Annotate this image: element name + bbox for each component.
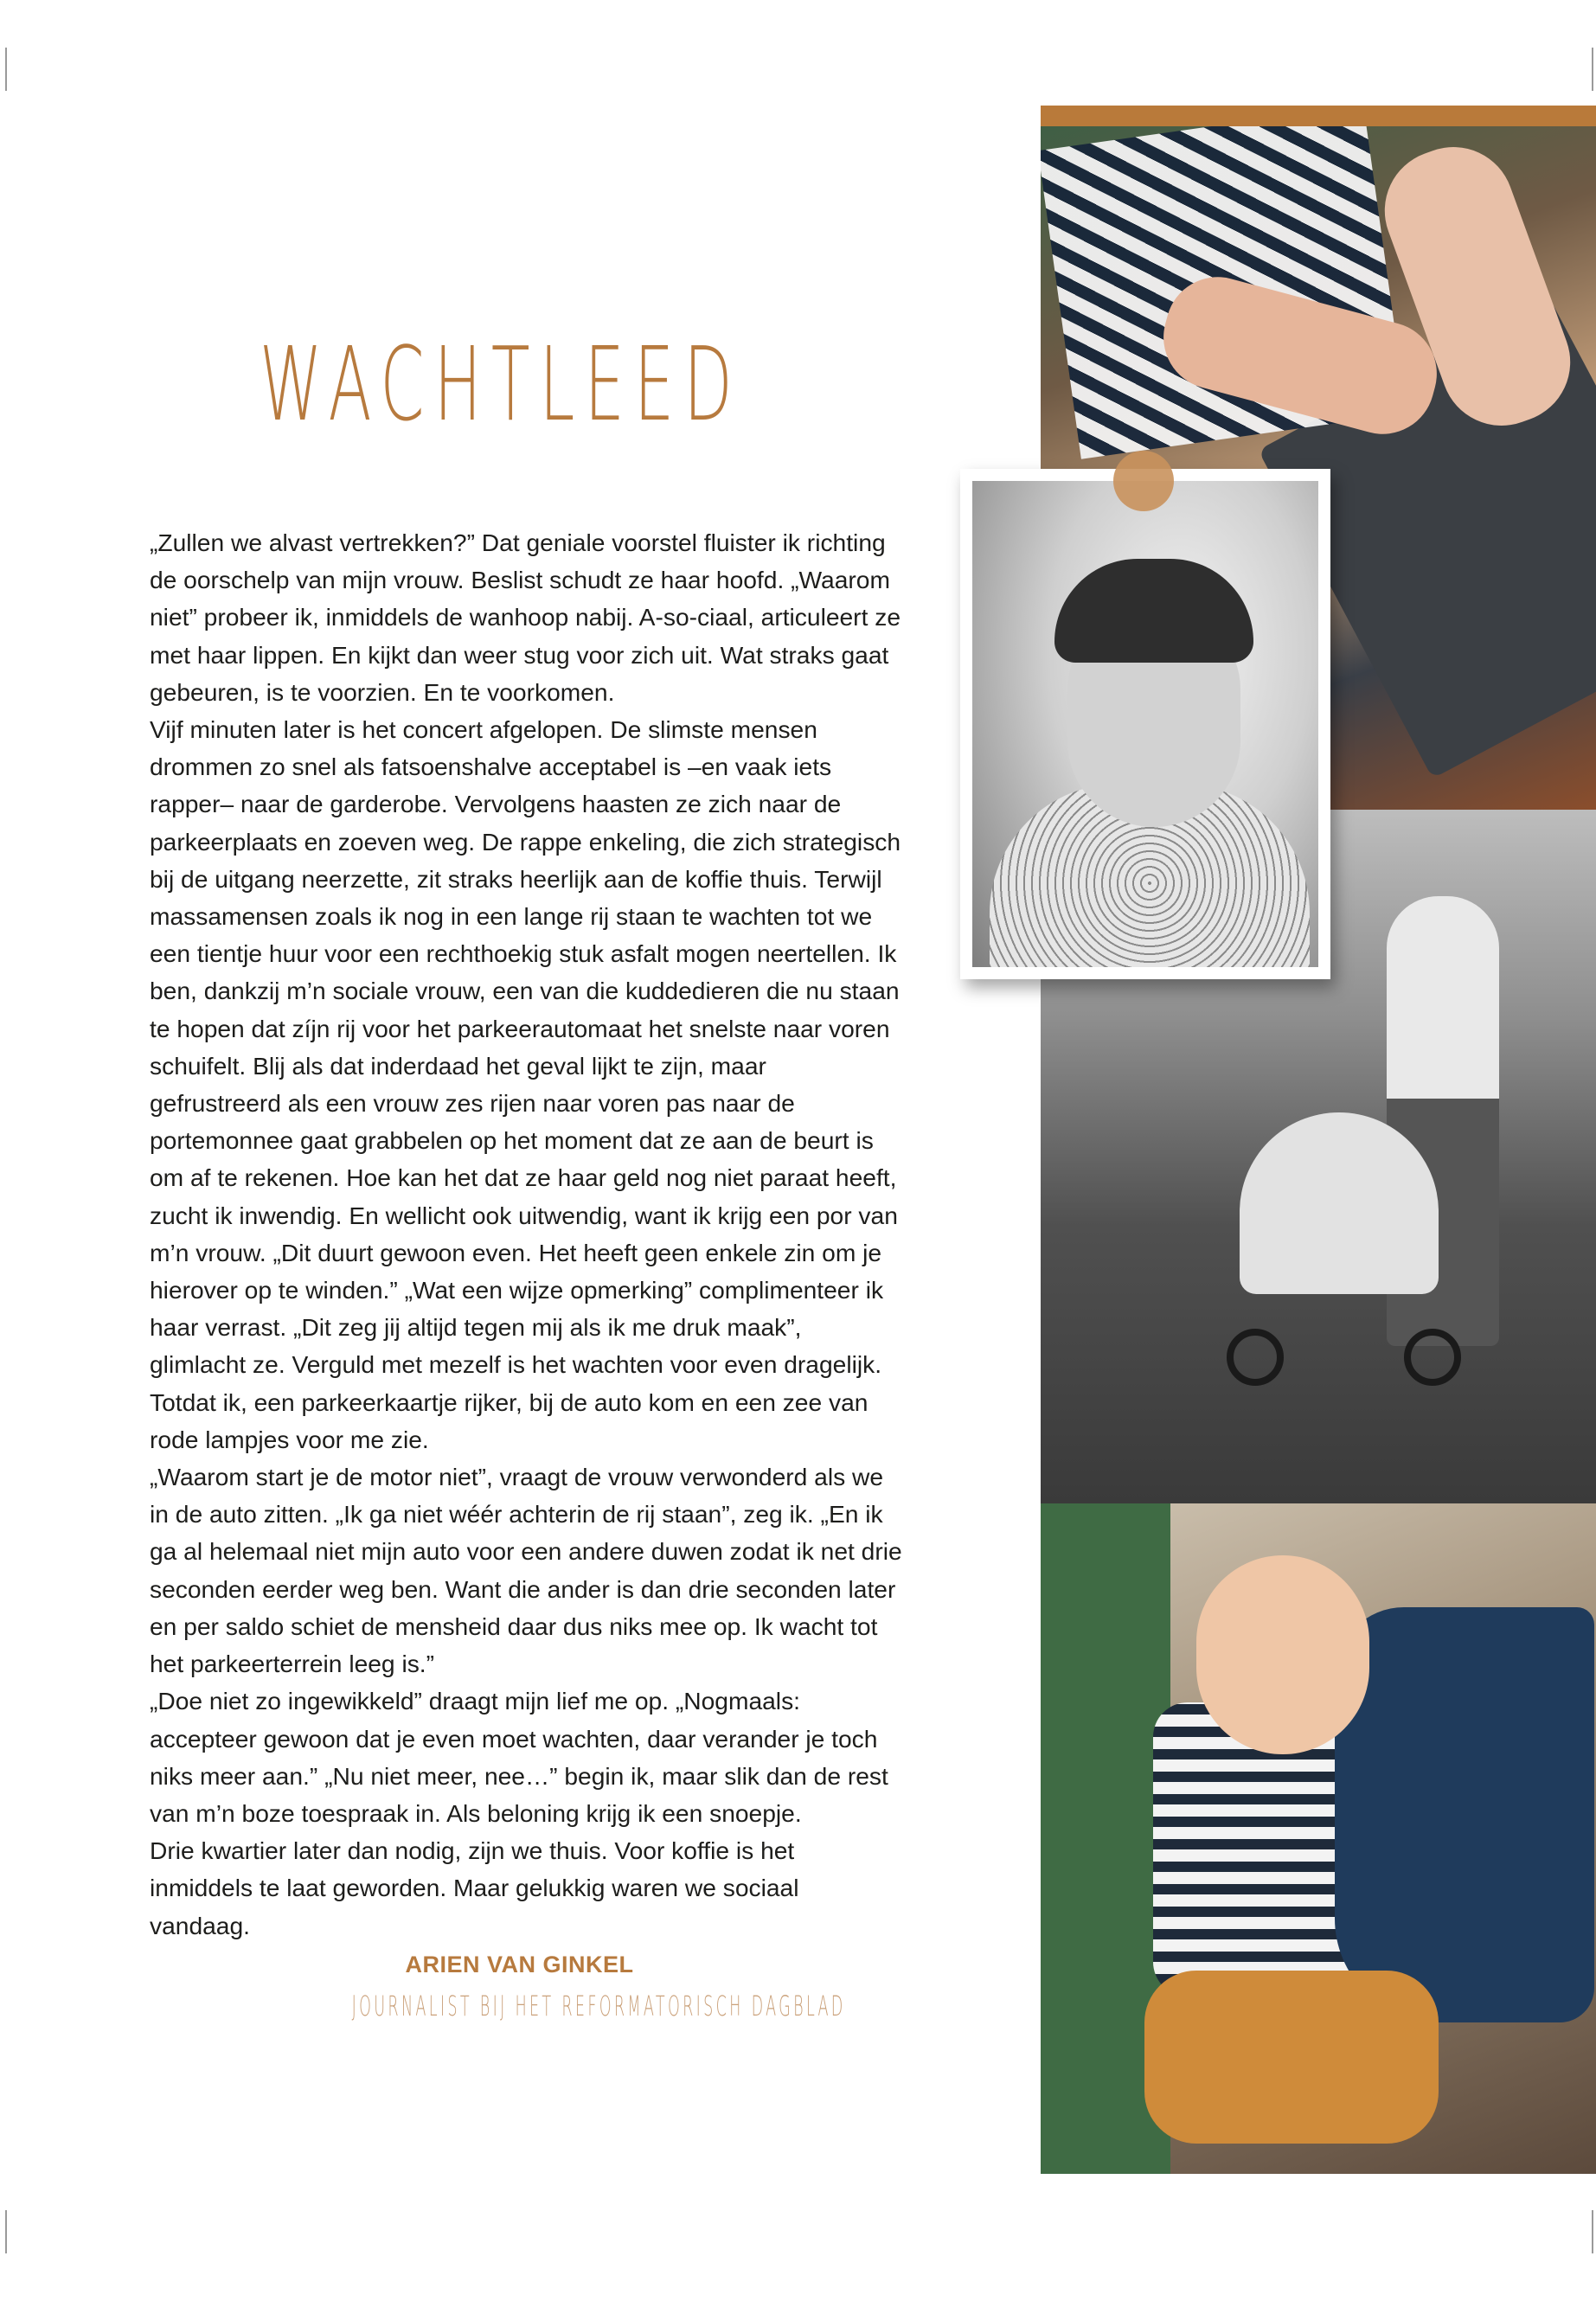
author-portrait-photo (972, 481, 1318, 967)
author-portrait-polaroid (960, 469, 1330, 979)
article-body (150, 524, 902, 1945)
baby-face-shape (1196, 1555, 1369, 1754)
crop-mark (5, 2210, 7, 2253)
paragraph: Vijf minuten later is het concert afgelopen. De slimste mensen drommen zo snel als fatsoenshalve acceptabel is –en vaak iets rapper– naar de garderobe. Vervolgens haasten ze zich naar de parkeerplaats en zoeven weg. De rappe enkeling, die zich strategisch bij de uitgang neerzette, zit straks heerlijk aan de koffie thuis. Terwijl massamensen zoals ik nog in een lange rij staan te wachten tot we een tientje huur voor een rechthoekig stuk asfalt mogen neertellen. Ik ben, dankzij m’n sociale vrouw, een van die kuddedieren die nu staan te hopen dat zíjn rij voor het parkeerautomaat het snelste naar voren schuifelt. Blij als dat inderdaad het geval lijkt te zijn, maar gefrustreerd als een vrouw zes rijen naar voren pas naar de portemonnee gaat grabbelen op het moment dat ze aan de beurt is om af te rekenen. Hoe kan het dat ze haar geld nog niet paraat heeft, zucht ik inwendig. En wellicht ook uitwendig, want ik krijg een por van m’n vrouw. „Dit duurt gewoon even. Het heeft geen enkele zin om je hierover op te winden.” „Wat een wijze opmerking” complimenteer ik haar verrast. „Dit zeg jij altijd tegen mij als ik me druk maak”, glimlacht ze. Verguld met mezelf is het wachten voor even dragelijk. Totdat ik, een parkeerkaartje rijker, bij de auto kom en een zee van rode lampjes voor me zie. (150, 715, 901, 1453)
crop-mark (1592, 48, 1593, 91)
pants-shape (1144, 1971, 1439, 2144)
hair-shape (1054, 559, 1253, 663)
photo-baby (1041, 1503, 1596, 2174)
author-name: ARIEN VAN GINKEL (405, 1952, 634, 1977)
crop-mark (1592, 2210, 1593, 2253)
pram-wheel (1227, 1329, 1284, 1386)
crop-mark (5, 48, 7, 91)
accent-bar (1041, 106, 1596, 126)
author-role-text: JOURNALIST BIJ HET REFORMATORISCH DAGBLAD (351, 1990, 846, 2022)
author-role (150, 1990, 889, 2022)
paragraph: Drie kwartier later dan nodig, zijn we thuis. Voor koffie is het inmiddels te laat geworden. Maar gelukkig waren we sociaal vandaag. (150, 1836, 799, 1939)
paragraph: „Zullen we alvast vertrekken?” Dat geniale voorstel fluister ik richting de oorschelp van mijn vrouw. Beslist schudt ze haar hoofd. „Waarom niet” probeer ik, inmiddels de wanhoop nabij. A-so-ciaal, articuleert ze met haar lippen. En kijkt dan weer stug voor zich uit. Wat straks gaat gebeuren, is te voorzien. En te voorkomen. (150, 529, 901, 706)
paragraph: „Waarom start je de motor niet”, vraagt de vrouw verwonderd als we in de auto zitten. „Ik ga niet wéér achterin de rij staan”, zeg ik. „En ik ga al helemaal niet mijn auto voor een andere duwen zodat ik net drie seconden eerder weg ben. Want die ander is dan drie seconden later en per saldo schiet de mensheid daar dus niks mee op. Ik wacht tot het parkeerterrein leeg is.” (150, 1463, 902, 1678)
jacket-shape (1335, 1607, 1594, 2022)
paragraph: „Doe niet zo ingewikkeld” draagt mijn lief me op. „Nogmaals: accepteer gewoon dat je even moet wachten, daar verander je toch niks meer aan.” „Nu niet meer, nee…” begin ik, maar slik dan de rest van m’n boze toespraak in. Als beloning krijg ik een snoepje. (150, 1687, 888, 1827)
pin-icon (1113, 451, 1174, 511)
article-title: WACHTLEED (260, 324, 742, 444)
pram-wheel (1404, 1329, 1461, 1386)
